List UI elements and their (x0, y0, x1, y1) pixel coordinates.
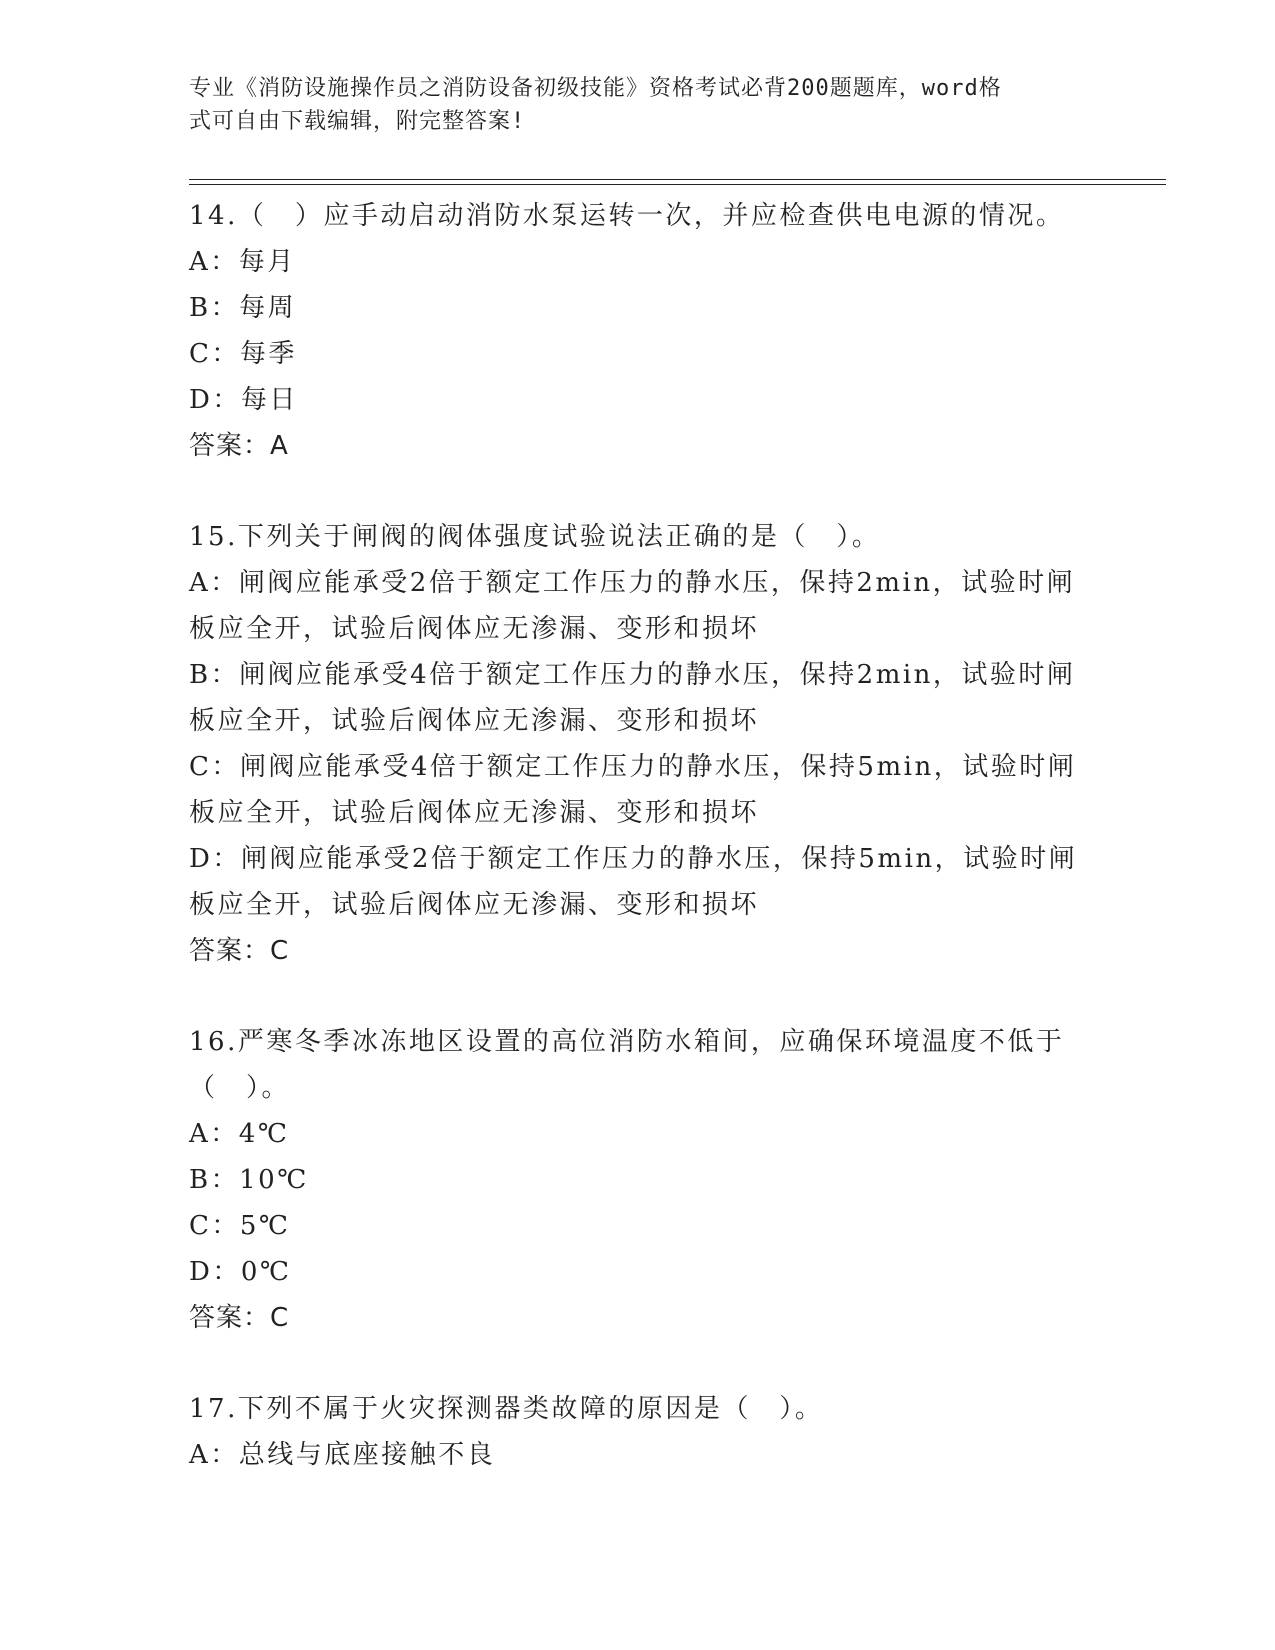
question-block (189, 1386, 1089, 1478)
option-line: D：0℃ (189, 1257, 292, 1287)
option-line: C：5℃ (189, 1211, 291, 1241)
question-stem-line: 16.严寒冬季冰冻地区设置的高位消防水箱间，应确保环境温度不低于 (189, 1027, 1065, 1057)
question-spacer (189, 469, 1089, 514)
answer-line: 答案：A (189, 431, 289, 461)
option-line: 板应全开，试验后阀体应无渗漏、变形和损坏 (189, 890, 760, 920)
question-stem-line: 15.下列关于闸阀的阀体强度试验说法正确的是（ ）。 (189, 522, 881, 552)
question-spacer (189, 974, 1089, 1019)
question-block (189, 514, 1089, 1019)
header-line-2: 式可自由下载编辑，附完整答案! (189, 109, 526, 134)
option-line: C：每季 (189, 339, 297, 369)
option-line: A：闸阀应能承受2倍于额定工作压力的静水压，保持2min，试验时闸 (189, 568, 1076, 598)
question-spacer (189, 1341, 1089, 1386)
document-header (189, 72, 1089, 138)
option-line: B：10℃ (189, 1165, 309, 1195)
question-block (189, 193, 1089, 514)
option-line: C：闸阀应能承受4倍于额定工作压力的静水压，保持5min，试验时闸 (189, 752, 1077, 782)
question-stem-line: 14.（ ）应手动启动消防水泵运转一次，并应检查供电电源的情况。 (189, 201, 1065, 231)
question-stem-line: （ ）。 (189, 1073, 291, 1103)
question-block (189, 1019, 1089, 1386)
header-line-1: 专业《消防设施操作员之消防设备初级技能》资格考试必背200题题库，word格 (189, 76, 1002, 101)
question-list (189, 193, 1089, 1478)
option-line: 板应全开，试验后阀体应无渗漏、变形和损坏 (189, 706, 760, 736)
option-line: D：闸阀应能承受2倍于额定工作压力的静水压，保持5min，试验时闸 (189, 844, 1078, 874)
option-line: A：总线与底座接触不良 (189, 1440, 496, 1470)
option-line: 板应全开，试验后阀体应无渗漏、变形和损坏 (189, 798, 760, 828)
header-divider-bottom (189, 184, 1166, 185)
option-line: A：4℃ (189, 1119, 290, 1149)
answer-line: 答案：C (189, 936, 290, 966)
option-line: A：每月 (189, 247, 296, 277)
header-divider-top (189, 179, 1166, 180)
option-line: D：每日 (189, 385, 298, 415)
answer-line: 答案：C (189, 1303, 290, 1333)
question-stem-line: 17.下列不属于火灾探测器类故障的原因是（ ）。 (189, 1394, 824, 1424)
option-line: 板应全开，试验后阀体应无渗漏、变形和损坏 (189, 614, 760, 644)
option-line: B：闸阀应能承受4倍于额定工作压力的静水压，保持2min，试验时闸 (189, 660, 1076, 690)
option-line: B：每周 (189, 293, 297, 323)
